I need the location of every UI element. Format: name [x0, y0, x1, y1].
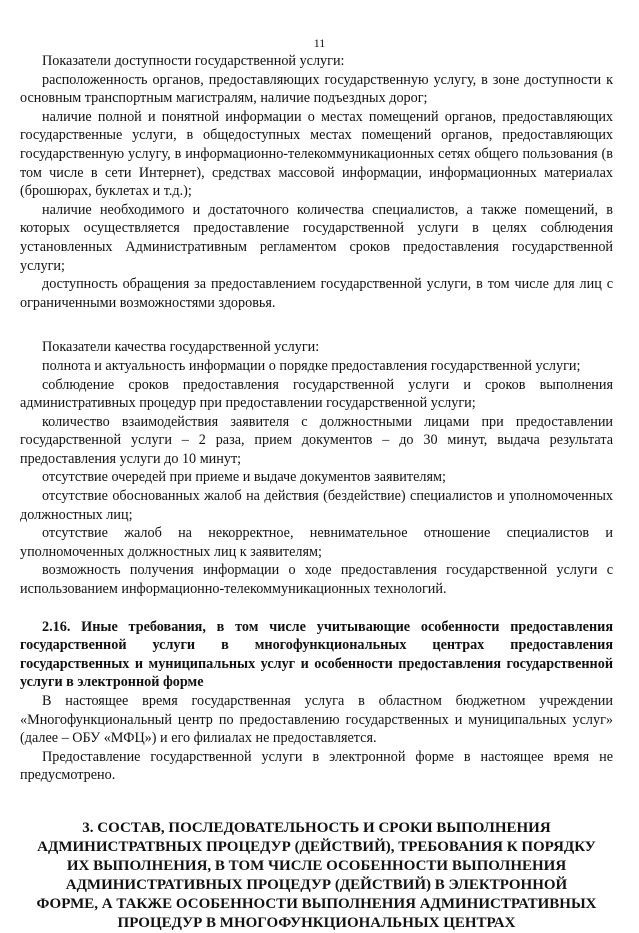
availability-heading: Показатели доступности государственной услуги: — [42, 53, 345, 69]
quality-item: отсутствие обоснованных жалоб на действия (бездействие) специалистов и уполномоченных должностных лиц; — [20, 488, 613, 523]
quality-item: полнота и актуальность информации о порядке предоставления государственной услуги; — [42, 357, 581, 374]
document-body — [20, 52, 613, 933]
availability-item: наличие полной и понятной информации о местах помещений органов, предоставляющих государственные услуги, в общедоступных местах помещений органов, предоставляющих государственную услугу, в информационно-телекоммуникационных сетях общего пользования (в том числе в сети Интернет), средствах массовой информации, информационных материалах (брошюрах, буклетах и т.д.); — [20, 108, 613, 200]
section-2-16-title: 2.16. Иные требования, в том числе учитывающие особенности предоставления государственной услуги в многофункциональных центрах предоставления государственных и муниципальных услуг и особенности предоставления государственной услуги в электронной форме — [20, 618, 613, 691]
quality-item: возможность получения информации о ходе предоставления государственной услуги с использованием информационно-телекоммуникационных технологий. — [20, 562, 613, 598]
availability-item: расположенность органов, предоставляющих государственную услугу, в зоне доступности к основным транспортным магистралям, наличие подъездных дорог; — [20, 71, 613, 107]
availability-item: доступность обращения за предоставлением государственной услуги, в том числе для лиц с ограниченными возможностями здоровья. — [20, 276, 613, 311]
quality-item: соблюдение сроков предоставления государственной услуги и сроков выполнения административных процедур при предоставлении государственной услуги; — [20, 376, 613, 412]
section-2-16-paragraph: Предоставление государственной услуги в электронной форме в настоящее время не предусмотрено. — [20, 748, 613, 784]
page-number: 11 — [313, 36, 326, 50]
quality-heading: Показатели качества государственной услуги: — [42, 339, 320, 356]
spacer — [20, 599, 613, 618]
quality-item: количество взаимодействия заявителя с должностными лицами при предоставлении государственной услуги – 2 раза, прием документов – до 30 минут, выдача результата предоставления услуги до 10 минут; — [20, 413, 613, 467]
chapter-3-title: 3. СОСТАВ, ПОСЛЕДОВАТЕЛЬНОСТЬ И СРОКИ ВЫПОЛНЕНИЯ АДМИНИСТРАТВНЫХ ПРОЦЕДУР (ДЕЙСТВИЙ), ТРЕБОВАНИЯ К ПОРЯДКУ ИХ ВЫПОЛНЕНИЯ, В ТОМ ЧИСЛЕ ОСОБЕННОСТИ ВЫПОЛНЕНИЯ АДМИНИСТРАТИВНЫХ ПРОЦЕДУР (ДЕЙСТВИЙ) В ЭЛЕКТРОННОЙ ФОРМЕ, А ТАКЖЕ ОСОБЕННОСТИ ВЫПОЛНЕНИЯ АДМИНИСТРАТИВНЫХ ПРОЦЕДУР В МНОГОФУНКЦИОНАЛЬНЫХ ЦЕНТРАХ — [36, 819, 597, 931]
spacer — [20, 312, 613, 338]
section-2-16-paragraph: В настоящее время государственная услуга в областном бюджетном учреждении «Многофункциональный центр по предоставлению государственных и муниципальных услуг» (далее – ОБУ «МФЦ») и его филиалах не предоставляется. — [20, 693, 613, 747]
availability-item: наличие необходимого и достаточного количества специалистов, а также помещений, в которых осуществляется предоставление государственной услуги в целях соблюдения установленных Административным регламентом сроков предоставления государственной услуги; — [20, 201, 613, 274]
quality-item: отсутствие очередей при приеме и выдаче документов заявителям; — [42, 469, 446, 486]
quality-item: отсутствие жалоб на некорректное, невнимательное отношение специалистов и уполномоченных должностных лиц к заявителям; — [20, 525, 613, 560]
